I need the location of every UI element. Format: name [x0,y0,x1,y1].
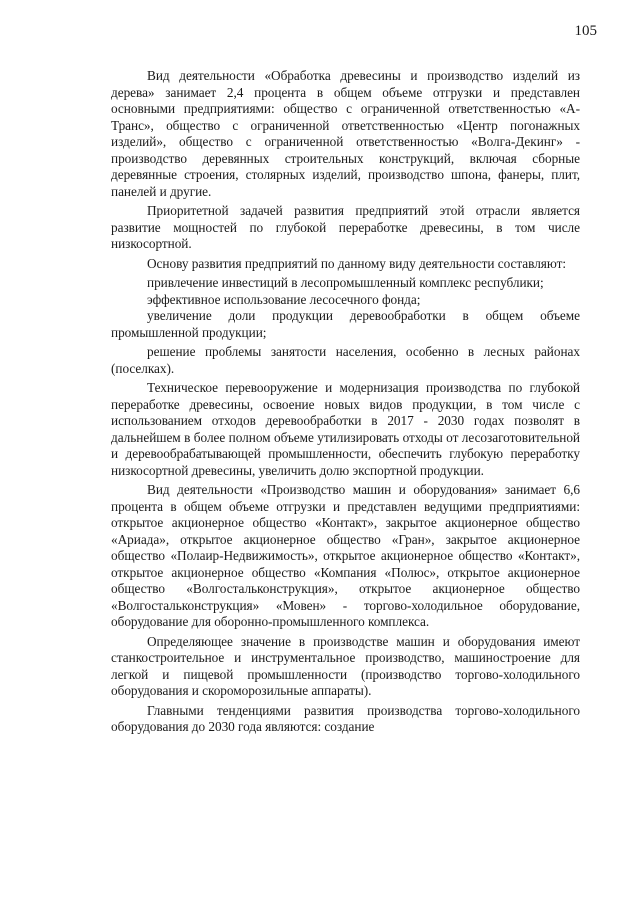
list-item-forest-fund: эффективное использование лесосечного фонда; [147,291,421,307]
paragraph-development-basis: Основу развития предприятий по данному виду деятельности составляют: [147,255,566,271]
paragraph-priority-task: Приоритетной задачей развития предприятий этой отрасли является развитие мощностей по глубокой переработке древесины, в том числе низкосортной. [111,203,580,251]
paragraph-modernization: Техническое перевооружение и модернизация производства по глубокой переработке древесины, освоение новых видов продукции, в том числе с использованием отходов деревообработки в 2017 - 2030 годах позволят в дальнейшем в более полном объеме утилизировать отходы от лесозаготовительной и деревообрабатывающей промышленности, обеспечить глубокую переработку низкосортной древесины, увеличить долю экспортной продукции. [111,380,580,478]
list-item-investments: привлечение инвестиций в лесопромышленный комплекс республики; [147,275,544,290]
list-item-employment: решение проблемы занятости населения, особенно в лесных районах (поселках). [111,344,580,376]
body-text [111,68,580,736]
paragraph-main-trends: Главными тенденциями развития производства торгово-холодильного оборудования до 2030 года являются: создание [111,702,580,734]
paragraph-determining-value: Определяющее значение в производстве машин и оборудования имеют станкостроительное и инструментальное производство, машиностроение для легкой и пищевой промышленности (производство торгово-холодильного оборудования и скороморозильные аппараты). [111,633,580,698]
page-number: 105 [574,23,597,39]
paragraph-machinery: Вид деятельности «Производство машин и оборудования» занимает 6,6 процента в общем объеме отгрузки и представлен ведущими предприятиями: открытое акционерное общество «Контакт», закрытое акционерное общество «Ариада», открытое акционерное общество «Гран», закрытое акционерное общество «Полаир-Недвижимость», открытое акционерное общество «Контакт», открытое акционерное общество «Компания «Полюс», открытое акционерное общество «Волгостальконструкция», открытое акционерное общество «Волгостальконструкция» «Мовен» - торгово-холодильное оборудование, оборудование для оборонно-промышленного комплекса. [111,482,580,629]
paragraph-wood-processing: Вид деятельности «Обработка древесины и производство изделий из дерева» занимает 2,4 процента в общем объеме отгрузки и представлен основными предприятиями: общество с ограниченной ответственностью «А-Транс», общество с ограниченной ответственностью «Центр погонажных изделий», общество с ограниченной ответственностью «Волга-Декинг» - производство деревянных строительных конструкций, включая сборные деревянные строения, столярных изделий, производство шпона, фанеры, плит, панелей и другие. [111,68,580,199]
list-item-share-increase: увеличение доли продукции деревообработки в общем объеме промышленной продукции; [111,308,580,340]
